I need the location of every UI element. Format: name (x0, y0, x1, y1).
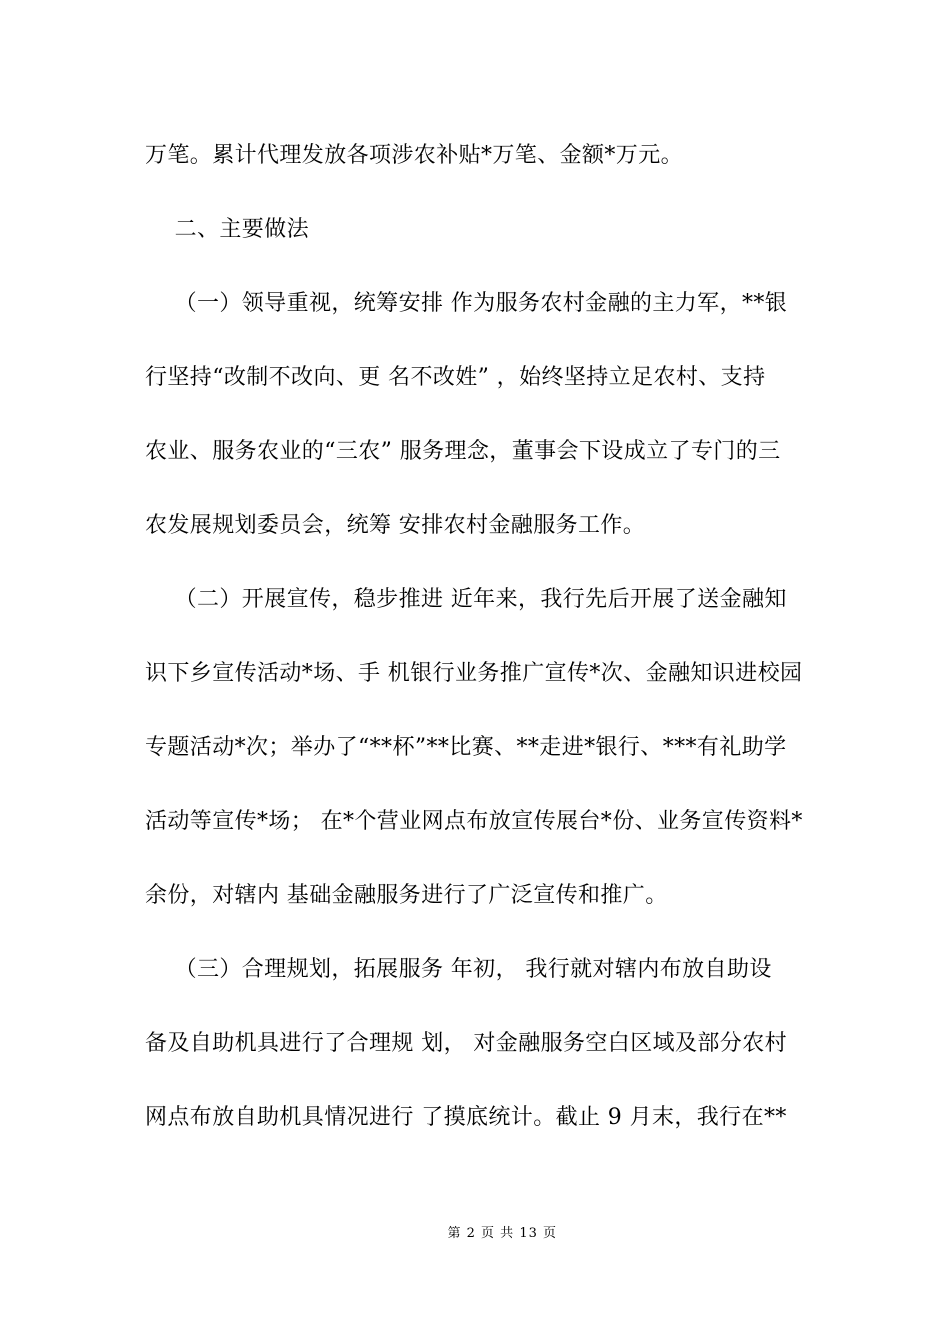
text-line: 备及自助机具进行了合理规 划， 对金融服务空白区域及部分农村 (145, 1031, 787, 1056)
section-heading: 二、主要做法 (145, 217, 309, 242)
subsection-heading-line: （一）领导重视，统筹安排 作为服务农村金融的主力军，**银 (145, 291, 788, 316)
page-footer (0, 1207, 950, 1256)
subsection-heading-line: （三）合理规划，拓展服务 年初， 我行就对辖内布放自助设 (145, 957, 772, 982)
text-line: 农业、服务农业的“三农” 服务理念，董事会下设成立了专门的三 (145, 439, 781, 464)
text-line: 专题活动*次；举办了“**杯”**比赛、**走进*银行、***有礼助学 (145, 735, 787, 760)
subsection-heading-line: （二）开展宣传，稳步推进 近年来，我行先后开展了送金融知 (145, 587, 787, 612)
text-line: 网点布放自助机具情况进行 了摸底统计。截止 9 月末，我行在** (145, 1105, 787, 1130)
text-line: 识下乡宣传活动*场、手 机银行业务推广宣传*次、金融知识进校园 (145, 661, 803, 686)
page-number: 第 2 页 共 13 页 (447, 1226, 557, 1241)
text-line: 农发展规划委员会，统筹 安排农村金融服务工作。 (145, 513, 646, 538)
text-line: 余份，对辖内 基础金融服务进行了广泛宣传和推广。 (145, 883, 668, 908)
text-line: 行坚持“改制不改向、更 名不改姓” ，始终坚持立足农村、支持 (145, 365, 766, 390)
text-line: 万笔。累计代理发放各项涉农补贴*万笔、金额*万元。 (145, 143, 684, 168)
text-line: 活动等宣传*场； 在*个营业网点布放宣传展台*份、业务宣传资料* (145, 809, 803, 834)
